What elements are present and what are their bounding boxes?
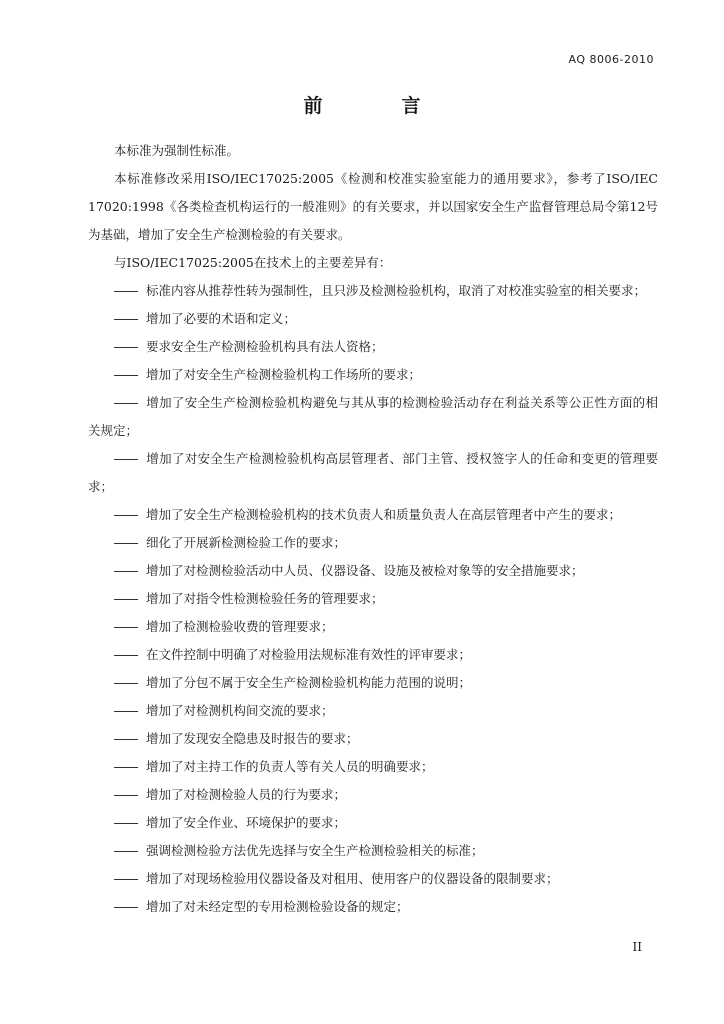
em-dash-marker <box>114 711 138 712</box>
list-item <box>88 809 658 837</box>
list-item <box>88 697 658 725</box>
difference-list <box>88 277 658 921</box>
list-item <box>88 501 658 529</box>
list-item <box>88 837 658 865</box>
em-dash-marker <box>114 319 138 320</box>
em-dash-marker <box>114 879 138 880</box>
paragraph: 本标准为强制性标准。 <box>114 143 240 158</box>
list-item-text: 增加了发现安全隐患及时报告的要求； <box>146 731 359 746</box>
list-item-text: 增加了检测检验收费的管理要求； <box>146 619 334 634</box>
list-item-text: 增加了对检测机构间交流的要求； <box>146 703 334 718</box>
list-item-text: 在文件控制中明确了对检验用法规标准有效性的评审要求； <box>146 647 472 662</box>
list-item-text: 增加了安全生产检测检验机构避免与其从事的检测检验活动存在利益关系等公正性方面的相关规定； <box>88 395 658 438</box>
list-item <box>88 753 658 781</box>
document-body <box>88 137 658 921</box>
list-item-text: 增加了对安全生产检测检验机构高层管理者、部门主管、授权签字人的任命和变更的管理要求； <box>88 451 658 494</box>
list-item <box>88 641 658 669</box>
list-item-text: 增加了对未经定型的专用检测检验设备的规定； <box>146 899 409 914</box>
list-item-text: 增加了对检测检验人员的行为要求； <box>146 787 347 802</box>
em-dash-marker <box>114 767 138 768</box>
list-item-text: 强调检测检验方法优先选择与安全生产检测检验相关的标准； <box>146 843 484 858</box>
list-item-text: 细化了开展新检测检验工作的要求； <box>146 535 347 550</box>
list-item <box>88 865 658 893</box>
list-item <box>88 725 658 753</box>
list-item-text: 增加了安全作业、环境保护的要求； <box>146 815 347 830</box>
em-dash-marker <box>114 823 138 824</box>
list-item-text: 增加了安全生产检测检验机构的技术负责人和质量负责人在高层管理者中产生的要求； <box>146 507 622 522</box>
list-item-text: 增加了对指令性检测检验任务的管理要求； <box>146 591 384 606</box>
em-dash-marker <box>114 375 138 376</box>
list-item <box>88 781 658 809</box>
list-item-text: 增加了对现场检验用仪器设备及对租用、使用客户的仪器设备的限制要求； <box>146 871 559 886</box>
list-item-text: 增加了分包不属于安全生产检测检验机构能力范围的说明； <box>146 675 472 690</box>
page-number: II <box>632 940 642 954</box>
list-item <box>88 361 658 389</box>
em-dash-marker <box>114 907 138 908</box>
list-item-text: 要求安全生产检测检验机构具有法人资格； <box>146 339 384 354</box>
em-dash-marker <box>114 627 138 628</box>
list-item-text: 标准内容从推荐性转为强制性，且只涉及检测检验机构，取消了对校准实验室的相关要求； <box>146 283 647 298</box>
paragraph: 与ISO/IEC17025:2005在技术上的主要差异有： <box>114 255 392 270</box>
em-dash-marker <box>114 459 138 460</box>
list-item-text: 增加了对检测检验活动中人员、仪器设备、设施及被检对象等的安全措施要求； <box>146 563 584 578</box>
em-dash-marker <box>114 683 138 684</box>
em-dash-marker <box>114 739 138 740</box>
list-item-text: 增加了对主持工作的负责人等有关人员的明确要求； <box>146 759 434 774</box>
standard-code: AQ 8006-2010 <box>568 53 654 66</box>
list-item <box>88 585 658 613</box>
em-dash-marker <box>114 515 138 516</box>
list-item <box>88 333 658 361</box>
list-item <box>88 305 658 333</box>
list-item <box>88 613 658 641</box>
paragraph: 本标准修改采用ISO/IEC17025:2005《检测和校准实验室能力的通用要求》，参考了ISO/IEC 17020:1998《各类检查机构运行的一般准则》的有关要求，并以国家安全生产监督管理总局令第12号为基础，增加了安全生产检测检验的有关要求。 <box>88 171 658 242</box>
em-dash-marker <box>114 403 138 404</box>
em-dash-marker <box>114 655 138 656</box>
list-item <box>88 529 658 557</box>
em-dash-marker <box>114 347 138 348</box>
em-dash-marker <box>114 543 138 544</box>
em-dash-marker <box>114 795 138 796</box>
list-item <box>88 277 658 305</box>
em-dash-marker <box>114 291 138 292</box>
page-title: 前 言 <box>303 95 451 117</box>
list-item <box>88 893 658 921</box>
em-dash-marker <box>114 851 138 852</box>
list-item <box>88 557 658 585</box>
em-dash-marker <box>114 571 138 572</box>
list-item <box>88 669 658 697</box>
list-item-text: 增加了对安全生产检测检验机构工作场所的要求； <box>146 367 422 382</box>
list-item <box>88 445 658 501</box>
em-dash-marker <box>114 599 138 600</box>
list-item <box>88 389 658 445</box>
list-item-text: 增加了必要的术语和定义； <box>146 311 297 326</box>
